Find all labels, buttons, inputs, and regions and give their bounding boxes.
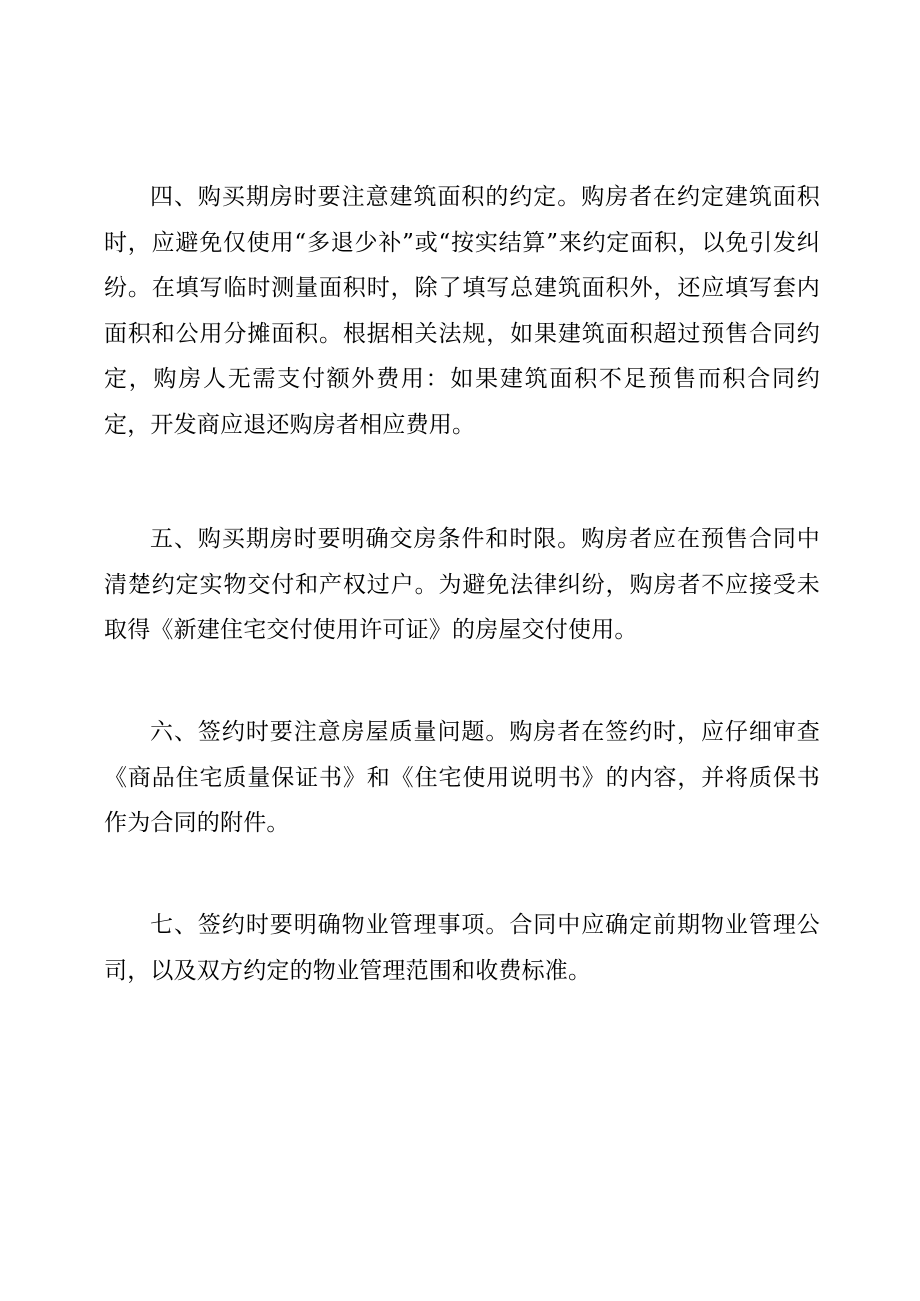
paragraph-6-housing-quality: 六、签约时要注意房屋质量问题。购房者在签约时，应仔细审查《商品住宅质量保证书》和《住宅使用说明书》的内容，并将质保书作为合同的附件。 [104,719,820,836]
paragraph-5-delivery-terms: 五、购买期房时要明确交房条件和时限。购房者应在预售合同中清楚约定实物交付和产权过户。为避免法律纠纷，购房者不应接受未取得《新建住宅交付使用许可证》的房屋交付使用。 [104,526,820,643]
paragraph-4-floor-area: 四、购买期房时要注意建筑面积的约定。购房者在约定建筑面积时，应避免仅使用“多退少补”或“按实结算”来约定面积，以免引发纠纷。在填写临时测量面积时，除了填写总建筑面积外，还应填写套内面积和公用分摊面积。根据相关法规，如果建筑面积超过预售合同约定，购房人无需支付额外费用：如果建筑面积不足预售而积合同约定，开发商应退还购房者相应费用。 [104,184,820,438]
paragraph-7-property-management: 七、签约时要明确物业管理事项。合同中应确定前期物业管理公司，以及双方约定的物业管理范围和收费标准。 [104,912,820,984]
